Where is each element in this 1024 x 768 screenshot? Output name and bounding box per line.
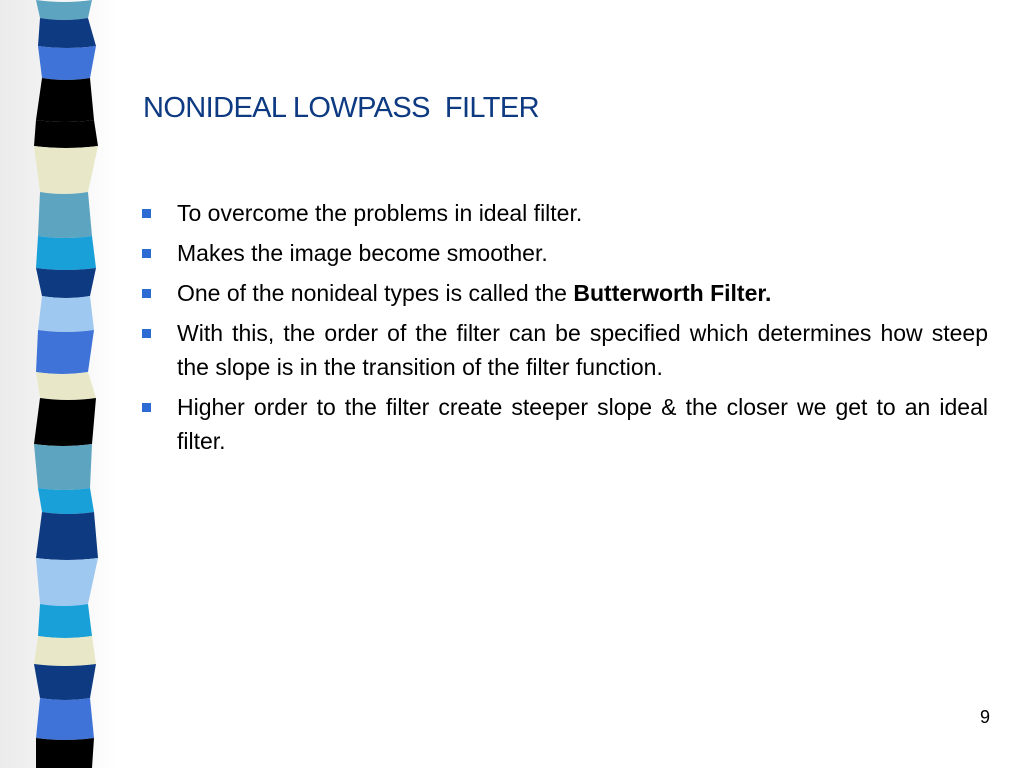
- bullet-text-1: To overcome the problems in ideal filter.: [177, 200, 583, 226]
- bullet-text-2: Makes the image become smoother.: [177, 240, 548, 266]
- band-segment: [38, 296, 94, 332]
- band-segment: [36, 0, 92, 20]
- band-segment: [36, 698, 94, 740]
- bullet-item-3: [140, 276, 988, 310]
- slide-title: NONIDEAL LOWPASS FILTER: [143, 92, 539, 124]
- band-segment: [36, 236, 96, 270]
- band-segment: [34, 398, 96, 446]
- bullet-text-3: One of the nonideal types is called the: [177, 280, 574, 306]
- square-bullet-icon: [142, 403, 151, 412]
- band-segment: [34, 146, 98, 194]
- decorative-color-band: [0, 0, 118, 768]
- bullet-item-4: [140, 316, 988, 384]
- square-bullet-icon: [142, 289, 151, 298]
- band-segment: [38, 488, 94, 514]
- square-bullet-icon: [142, 249, 151, 258]
- band-segment: [36, 78, 94, 122]
- band-segment: [38, 192, 92, 238]
- band-segment: [36, 372, 96, 400]
- band-segment: [38, 18, 96, 48]
- page-number: 9: [979, 707, 990, 727]
- bullet-text-4: With this, the order of the filter can be specified which determines how steep the slope is in the transition of the filter function.: [177, 320, 988, 380]
- bullet-item-5: [140, 390, 988, 458]
- band-segment: [34, 636, 96, 666]
- bullet-list: [140, 196, 988, 464]
- band-segment: [36, 738, 94, 768]
- bullet-item-2: [140, 236, 988, 270]
- band-segment: [38, 604, 92, 638]
- band-segment: [34, 664, 96, 700]
- band-segment: [36, 558, 98, 606]
- band-segment: [36, 512, 98, 560]
- square-bullet-icon: [142, 329, 151, 338]
- band-segment: [36, 330, 94, 374]
- square-bullet-icon: [142, 209, 151, 218]
- bullet-text-5: Higher order to the filter create steeper slope & the closer we get to an ideal filter.: [177, 394, 988, 454]
- bullet-item-1: [140, 196, 988, 230]
- band-segment: [38, 46, 96, 80]
- band-segment: [36, 268, 96, 298]
- butterworth-term: Butterworth Filter.: [573, 280, 772, 306]
- band-segment: [34, 120, 98, 148]
- band-segment: [34, 444, 92, 490]
